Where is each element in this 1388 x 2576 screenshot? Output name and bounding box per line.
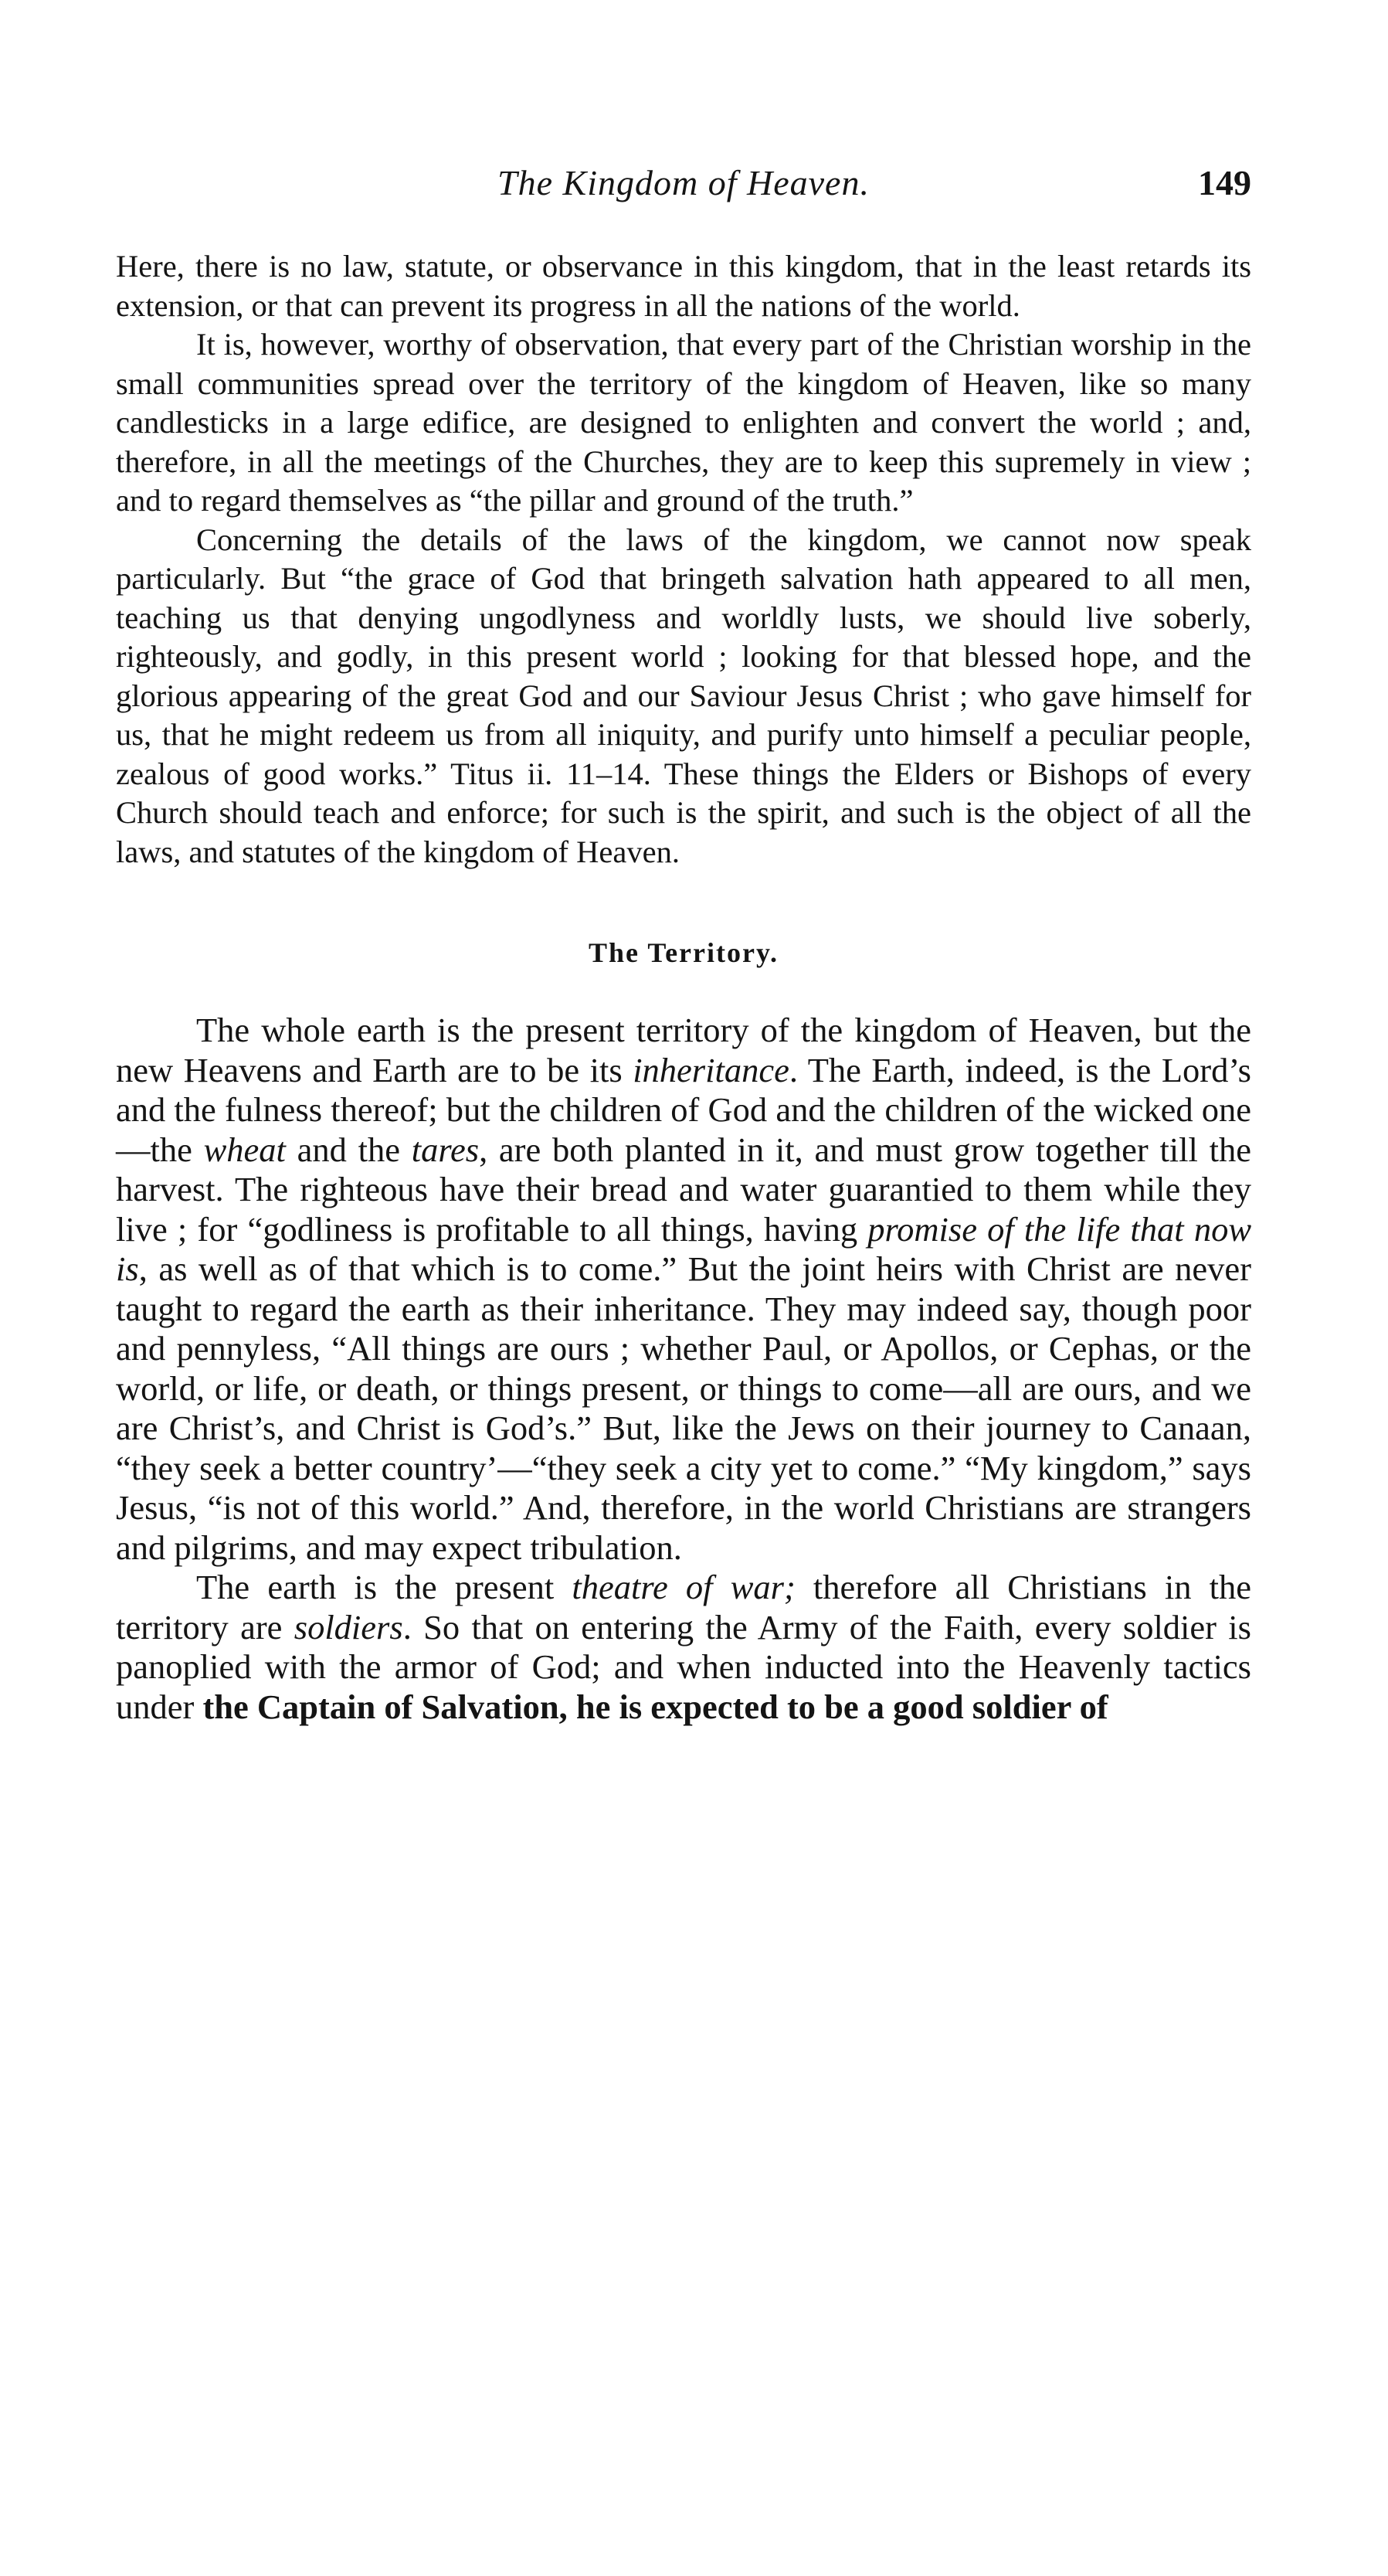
paragraph-4-inheritance: inheritance — [633, 1050, 789, 1089]
paragraph-1: Here, there is no law, statute, or observance in this kingdom, that in the least retards its extension, or that can prevent its progress in all the nations of the world. — [116, 249, 1251, 323]
paragraph-4-text-b: . The Earth, indeed, is the Lord’s and the fulness thereof; but the children of God and the children of the wicked one—the — [116, 1050, 1251, 1169]
paragraph-5-theatre: theatre of war; — [572, 1568, 796, 1606]
section-heading: The Territory. — [589, 937, 779, 968]
paragraph-5-text-b: therefore all Christians in the territory are — [116, 1568, 1251, 1647]
paragraph-4-tares: tares — [411, 1130, 480, 1169]
paragraph-5-text-d: the Captain of Salvation, he is expected to be a good soldier of — [202, 1687, 1108, 1726]
paragraph-4-text-a: The whole earth is the present territory of the kingdom of Heaven, but the new Heavens and Earth are to be its — [116, 1011, 1251, 1089]
paragraph-3: Concerning the details of the laws of the kingdom, we cannot now speak particularly. But “the grace of God that bringeth salvation hath appeared to all men, teaching us that denying ungodlyness and worldly lusts, we should live soberly, righteously, and godly, in this present world ; looking for that blessed hope, and the glorious appearing of the great God and our Saviour Jesus Christ ; who gave himself for us, that he might redeem us from all iniquity, and purify unto himself a peculiar people, zealous of good works.” Titus ii. 11–14. These things the Elders or Bishops of every Church should teach and enforce; for such is the spirit, and such is the object of all the laws, and statutes of the kingdom of Heaven. — [116, 522, 1251, 869]
paragraph-5-soldiers: soldiers — [294, 1607, 403, 1647]
paragraph-4-text-e: , as well as of that which is to come.” But the joint heirs with Christ are never taught to regard the earth as their inheritance. They may indeed say, though poor and pennyless, “All things are ours ; whether Paul, or Apollos, or Cephas, or the world, or life, or death, or things present, or things to come—all are ours, and we are Christ’s, and Christ is God’s.” But, like the Jews on their journey to Canaan, “they seek a better country’—“they seek a city yet to come.” “My kingdom,” says Jesus, “is not of this world.” And, therefore, in the world Christians are strangers and pilgrims, and may expect tribulation. — [116, 1249, 1251, 1567]
paragraph-4-promise: promise of the life that now is — [116, 1209, 1251, 1288]
paragraph-5-text-a: The earth is the present — [196, 1568, 572, 1606]
paragraph-5-text-c: . So that on entering the Army of the Faith, every soldier is panoplied with the armor of God; and when inducted into the Heavenly tactics under — [116, 1607, 1251, 1726]
running-head — [116, 162, 1251, 216]
paragraph-4-text-c: and the — [285, 1130, 412, 1169]
paragraph-4 — [116, 1011, 1251, 1568]
running-title: The Kingdom of Heaven. — [497, 163, 870, 202]
page-number: 149 — [1198, 163, 1251, 202]
paragraph-4-text-d: , are both planted in it, and must grow together till the harvest. The righteous have their bread and water guarantied to them while they live ; for “godliness is profitable to all things, having — [116, 1130, 1251, 1249]
paragraph-2: It is, however, worthy of observation, that every part of the Christian worship in the small communities spread over the territory of the kingdom of Heaven, like so many candlesticks in a large edifice, are designed to enlighten and convert the world ; and, therefore, in all the meetings of the Churches, they are to keep this supremely in view ; and to regard themselves as “the pillar and ground of the truth.” — [116, 327, 1251, 518]
book-page — [116, 162, 1251, 1727]
paragraph-4-wheat: wheat — [203, 1130, 286, 1169]
paragraph-5 — [116, 1568, 1251, 1727]
